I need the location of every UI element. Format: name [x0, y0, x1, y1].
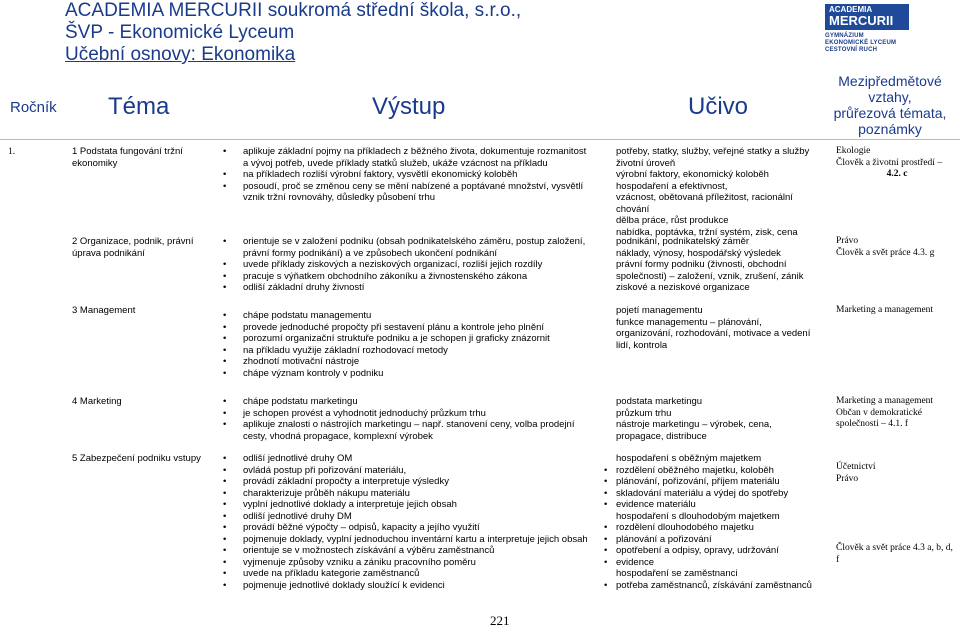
list-item: • provede jednoduché propočty při sestavení plánu a kontrole jeho plnění	[223, 321, 545, 333]
list-item-text: vyplní jednotlivé doklady a interpretuje jejich obsah	[243, 499, 457, 510]
column-rocnik: Ročník	[10, 99, 57, 116]
list-item-text: vyjmenuje způsoby vzniku a zániku pracovního poměru	[243, 556, 476, 568]
mezi-line: Člověk a svět práce 4.3 a, b, d, f	[836, 543, 953, 565]
list-item: • odliší základní druhy živností	[223, 282, 365, 293]
mezi-line: Právo	[836, 236, 859, 246]
ucivo-line: výrobní faktory, ekonomický koloběh	[616, 169, 769, 180]
ucivo-line: pojetí managementu	[616, 305, 703, 316]
row-1-ucivo	[616, 146, 816, 238]
row-1-vystup-list	[223, 146, 593, 204]
ucivo-line: potřeby, statky, služby, veřejné statky a služby	[616, 146, 810, 157]
header-line-3: Učební osnovy: Ekonomika	[65, 44, 296, 65]
list-item-text: orientuje se v založení podniku (obsah podnikatelského záměru, postup založení, právní formy podnikání) a ve způsobech ukončení podnikání	[243, 236, 586, 259]
column-mezi-line-4: poznámky	[858, 121, 922, 137]
list-item: • evidence	[604, 556, 655, 568]
list-item-text: potřeba zaměstnanců, získávání zaměstnanců	[616, 579, 812, 591]
list-item: • uvede na příkladu kategorie zaměstnanců	[223, 568, 420, 579]
list-item-text: rozdělení oběžného majetku, koloběh	[616, 464, 774, 476]
list-item-text: evidence	[616, 556, 655, 568]
list-item: • plánování, pořizování, příjem materiálu	[604, 476, 780, 487]
row-3-ucivo	[616, 305, 816, 351]
list-item-text: posoudí, proč se změnou ceny se mění nabízené a poptávané množství, vysvětlí vznik tržní rovnováhy, důsledky působení trhu	[243, 180, 584, 203]
logo-sub-1: GYMNÁZIUM	[825, 33, 864, 39]
list-item: • pojmenuje doklady, vyplní jednoduchou inventární kartu a interpretuje jejich obsah	[223, 533, 588, 545]
list-item-text: pojmenuje doklady, vyplní jednoduchou inventární kartu a interpretuje jejich obsah	[243, 533, 588, 545]
ucivo-line: průzkum trhu	[616, 407, 672, 419]
list-item-text: opotřebení a odpisy, opravy, udržování	[616, 545, 779, 556]
list-item-text: provádí základní propočty a interpretuje výsledky	[243, 476, 449, 487]
ucivo-line: ziskové a neziskové organizace	[616, 282, 750, 293]
row-1-mezi	[836, 146, 958, 181]
list-item-text: je schopen provést a vyhodnotit jednoduchý průzkum trhu	[243, 407, 486, 419]
list-item-text: pracuje s výňatkem obchodního zákoníku a živnostenského zákona	[243, 270, 528, 282]
row-3-tema: 3 Management	[72, 305, 136, 316]
list-item: • rozdělení oběžného majetku, koloběh	[604, 464, 774, 476]
column-mezipredmetove	[820, 73, 960, 137]
list-item: • charakterizuje průběh nákupu materiálu	[223, 487, 410, 499]
list-item: • posoudí, proč se změnou ceny se mění nabízené a poptávané množství, vysvětlí vznik tržní rovnováhy, důsledky působení trhu	[223, 180, 584, 203]
list-item-text: plánování, pořizování, příjem materiálu	[616, 476, 780, 487]
logo-text-mercurii: MERCURII	[825, 14, 909, 30]
ucivo-line: nástroje marketingu – výrobek, cena, propagace, distribuce	[616, 419, 772, 442]
ucivo-line: podnikání, podnikatelský záměr	[616, 236, 750, 247]
list-item: • porozumí organizační struktuře podniku a je schopen ji graficky znázornit	[223, 333, 550, 344]
list-item-text: evidence materiálu	[616, 499, 696, 510]
row-4-ucivo	[616, 396, 816, 442]
list-item-text: provádí běžné výpočty – odpisů, kapacity a jejího využití	[243, 522, 480, 533]
mezi-line: Účetnictví	[836, 462, 876, 472]
list-item: • vyplní jednotlivé doklady a interpretuje jejich obsah	[223, 499, 457, 510]
ucivo-line: právní formy podniku (živnosti, obchodní společnosti) – založení, vznik, zrušení, zánik	[616, 259, 804, 282]
list-item: • zhodnotí motivační nástroje	[223, 356, 360, 367]
list-item: • aplikuje základní pojmy na příkladech z běžného života, dokumentuje rozmanitost a vývoj potřeb, uvede příklady statků služeb, ukáže vzácnost na příkladu	[223, 146, 587, 169]
logo-text-academia: ACADEMIA	[825, 4, 909, 14]
ucivo-line: vzácnost, obětovaná příležitost, racionální chování	[616, 192, 793, 215]
list-item-text: chápe podstatu marketingu	[243, 396, 358, 407]
mezi-line: Člověk a svět práce 4.3. g	[836, 247, 935, 258]
column-ucivo: Učivo	[688, 93, 749, 120]
list-item: • na příkladu využije základní rozhodovací metody	[223, 344, 448, 356]
list-item-text: rozdělení dlouhodobého majetku	[616, 522, 754, 533]
row-4-tema: 4 Marketing	[72, 396, 122, 407]
list-item: • chápe podstatu managementu	[223, 310, 372, 321]
list-item-text: plánování a pořizování	[616, 533, 712, 545]
mezi-line: Občan v demokratické společnosti – 4.1. f	[836, 407, 922, 429]
list-item: • skladování materiálu a výdej do spotřeby	[604, 487, 789, 499]
column-tema: Téma	[108, 93, 170, 120]
mezi-line: Právo	[836, 473, 859, 484]
ucivo-heading: hospodaření se zaměstnanci	[616, 568, 738, 579]
row-2-mezi	[836, 236, 958, 259]
ucivo-line: dělba práce, růst produkce	[616, 215, 729, 226]
list-item: • opotřebení a odpisy, opravy, udržování	[604, 545, 779, 556]
list-item-text: chápe význam kontroly v podniku	[243, 367, 384, 379]
list-item-text: charakterizuje průběh nákupu materiálu	[243, 487, 410, 499]
list-item-text: na příkladech rozliší výrobní faktory, vysvětlí ekonomický koloběh	[243, 169, 518, 180]
row-5-vystup-list	[223, 453, 593, 591]
list-item: • na příkladech rozliší výrobní faktory, vysvětlí ekonomický koloběh	[223, 169, 518, 180]
list-item: • pojmenuje jednotlivé doklady sloužící k evidenci	[223, 579, 445, 591]
list-item-text: zhodnotí motivační nástroje	[243, 356, 360, 367]
column-mezi-line-2: vztahy,	[868, 89, 912, 105]
row-5-mezi	[836, 462, 956, 566]
list-item-text: aplikuje znalosti o nástrojích marketingu – např. stanovení ceny, volba prodejní cesty, vhodná propagace, komplexní výrobek	[243, 419, 575, 442]
ucivo-line: náklady, výnosy, hospodářský výsledek	[616, 247, 781, 259]
ucivo-line: funkce managementu – plánování, organizování, rozhodování, motivace a vedení lidí, kontrola	[616, 316, 811, 351]
list-item-text: odliší základní druhy živností	[243, 282, 365, 293]
list-item-text: pojmenuje jednotlivé doklady sloužící k evidenci	[243, 579, 445, 591]
row-1-rocnik: 1.	[8, 147, 16, 157]
mezi-line: Marketing a management	[836, 305, 934, 315]
list-item-text: odliší jednotlivé druhy DM	[243, 510, 352, 522]
list-item: • chápe význam kontroly v podniku	[223, 367, 384, 379]
header-rule	[0, 139, 960, 140]
list-item: • orientuje se v založení podniku (obsah podnikatelského záměru, postup založení, právní formy podnikání) a ve způsobech ukončení podnikání	[223, 236, 586, 259]
row-2-vystup-list	[223, 236, 593, 294]
list-item-text: odliší jednotlivé druhy OM	[243, 453, 353, 464]
list-item-text: na příkladu využije základní rozhodovací metody	[243, 344, 448, 356]
ucivo-line: životní úroveň	[616, 157, 676, 169]
list-item: • provádí běžné výpočty – odpisů, kapacity a jejího využití	[223, 522, 480, 533]
list-item-text: porozumí organizační struktuře podniku a je schopen ji graficky znázornit	[243, 333, 550, 344]
logo-sub-2: EKONOMICKÉ LYCEUM	[825, 40, 897, 46]
list-item-text: provede jednoduché propočty při sestavení plánu a kontrole jeho plnění	[243, 321, 545, 333]
list-item-text: ovládá postup při pořizování materiálu,	[243, 464, 407, 476]
column-mezi-line-1: Mezipředmětové	[838, 73, 942, 89]
ucivo-heading: hospodaření s oběžným majetkem	[616, 453, 762, 464]
column-mezi-line-3: průřezová témata,	[833, 105, 947, 121]
list-item: • rozdělení dlouhodobého majetku	[604, 522, 754, 533]
row-2-ucivo	[616, 236, 816, 294]
logo-sub-3: CESTOVNÍ RUCH	[825, 47, 878, 53]
list-item: • provádí základní propočty a interpretuje výsledky	[223, 476, 449, 487]
ucivo-line: hospodaření a efektivnost,	[616, 180, 728, 192]
ucivo-line: nabídka, poptávka, tržní systém, zisk, cena	[616, 226, 798, 238]
list-item: • vyjmenuje způsoby vzniku a zániku pracovního poměru	[223, 556, 476, 568]
school-logo	[825, 4, 909, 54]
column-vystup: Výstup	[372, 93, 446, 120]
list-item-text: skladování materiálu a výdej do spotřeby	[616, 487, 789, 499]
ucivo-line: podstata marketingu	[616, 396, 703, 407]
row-5-ucivo	[604, 453, 826, 591]
list-item: • evidence materiálu	[604, 499, 696, 510]
list-item: • pracuje s výňatkem obchodního zákoníku a živnostenského zákona	[223, 270, 528, 282]
mezi-line: Člověk a životní prostředí –	[836, 157, 943, 168]
ucivo-heading: hospodaření s dlouhodobým majetkem	[616, 510, 780, 522]
list-item: • odliší jednotlivé druhy DM	[223, 510, 352, 522]
row-3-vystup-list	[223, 310, 593, 379]
list-item-text: orientuje se v možnostech získávání a výběru zaměstnanců	[243, 545, 495, 556]
list-item: • odliší jednotlivé druhy OM	[223, 453, 353, 464]
header-line-1: ACADEMIA MERCURII soukromá střední škola, s.r.o.,	[65, 0, 522, 21]
row-4-vystup-list	[223, 396, 593, 442]
list-item: • ovládá postup při pořizování materiálu,	[223, 464, 407, 476]
list-item: • plánování a pořizování	[604, 533, 712, 545]
mezi-line: Ekologie	[836, 146, 871, 156]
row-4-mezi	[836, 396, 958, 431]
row-5-tema: 5 Zabezpečení podniku vstupy	[72, 453, 201, 464]
list-item-text: uvede na příkladu kategorie zaměstnanců	[243, 568, 420, 579]
row-3-mezi	[836, 305, 958, 317]
header-line-2: ŠVP - Ekonomické Lyceum	[65, 22, 295, 43]
ucivo-sublist-2	[604, 522, 826, 568]
ucivo-sublist-3	[604, 579, 826, 592]
list-item-text: uvede příklady ziskových a neziskových organizací, rozliší jejich rozdíly	[243, 259, 543, 270]
list-item: • uvede příklady ziskových a neziskových organizací, rozliší jejich rozdíly	[223, 259, 543, 270]
ucivo-sublist-1	[604, 464, 826, 511]
list-item: • chápe podstatu marketingu	[223, 396, 358, 407]
row-2-tema: 2 Organizace, podnik, právní úprava podnikání	[72, 236, 194, 259]
list-item: • aplikuje znalosti o nástrojích marketingu – např. stanovení ceny, volba prodejní cesty, vhodná propagace, komplexní výrobek	[223, 419, 575, 442]
row-1-tema: 1 Podstata fungování tržní ekonomiky	[72, 146, 183, 169]
list-item-text: chápe podstatu managementu	[243, 310, 372, 321]
page-number: 221	[490, 613, 510, 628]
list-item: • orientuje se v možnostech získávání a výběru zaměstnanců	[223, 545, 495, 556]
list-item: • potřeba zaměstnanců, získávání zaměstnanců	[604, 579, 812, 591]
list-item-text: aplikuje základní pojmy na příkladech z běžného života, dokumentuje rozmanitost a vývoj potřeb, uvede příklady statků služeb, ukáže vzácnost na příkladu	[243, 146, 587, 169]
mezi-line: Marketing a management	[836, 396, 934, 406]
list-item: • je schopen provést a vyhodnotit jednoduchý průzkum trhu	[223, 407, 486, 419]
mezi-line: 4.2. c	[886, 169, 908, 179]
